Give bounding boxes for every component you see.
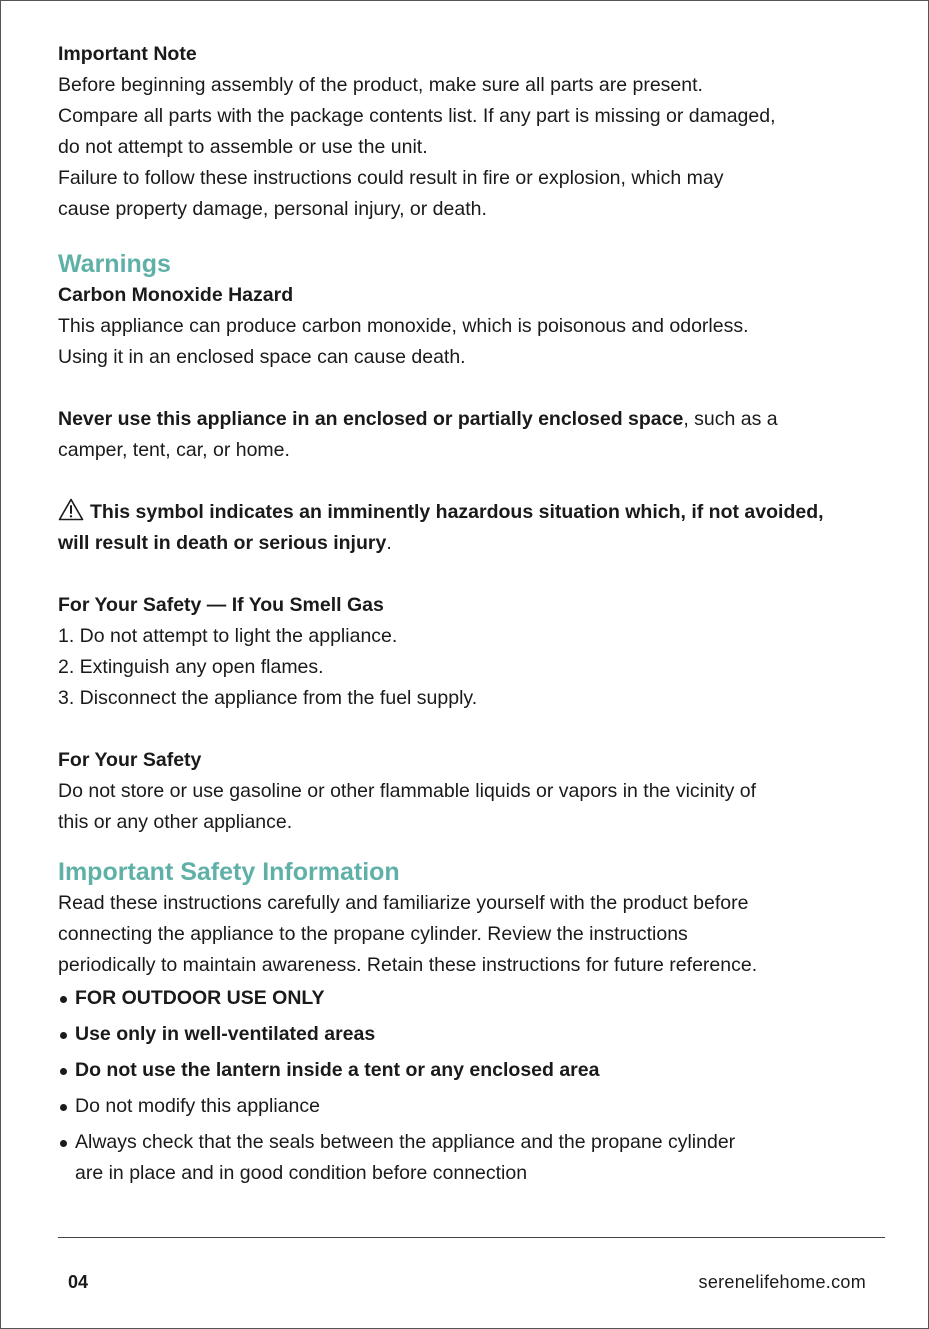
page-content [58, 39, 888, 1194]
smell-gas-step-2: 2. Extinguish any open flames. [58, 656, 324, 678]
symbol-statement: This symbol indicates an imminently hazardous situation which, if not avoided, [90, 501, 824, 523]
never-use-bold: Never use this appliance in an enclosed or partially enclosed space [58, 408, 684, 430]
bullet-dot [60, 1104, 67, 1111]
note-line-5: cause property damage, personal injury, or death. [58, 198, 487, 220]
safety-info-line-1: Read these instructions carefully and familiarize yourself with the product before [58, 892, 749, 914]
symbol-line-1 [58, 497, 888, 528]
symbol-line-2 [58, 528, 888, 559]
never-use-line-2: camper, tent, car, or home. [58, 439, 290, 461]
note-line-2: Compare all parts with the package contents list. If any part is missing or damaged, [58, 105, 776, 127]
symbol-period: . [386, 532, 392, 554]
safety-info-line-2: connecting the appliance to the propane cylinder. Review the instructions [58, 923, 688, 945]
important-note-title: Important Note [58, 43, 197, 65]
safety-info-heading: Important Safety Information [58, 858, 400, 886]
smell-gas-step-1: 1. Do not attempt to light the appliance. [58, 625, 398, 647]
bullet-text-line-2: are in place and in good condition before connection [75, 1162, 528, 1184]
never-use-line-1 [58, 404, 888, 435]
page-number: 04 [68, 1272, 89, 1292]
co-hazard-title: Carbon Monoxide Hazard [58, 284, 294, 306]
symbol-statement-end: will result in death or serious injury [58, 532, 387, 554]
note-line-1: Before beginning assembly of the product, make sure all parts are present. [58, 74, 703, 96]
bullet-dot [60, 1068, 67, 1075]
note-line-4: Failure to follow these instructions could result in fire or explosion, which may [58, 167, 724, 189]
for-your-safety-line-1: Do not store or use gasoline or other flammable liquids or vapors in the vicinity of [58, 780, 757, 802]
bullet-do-not-modify [58, 1091, 888, 1122]
for-your-safety-title: For Your Safety [58, 749, 202, 771]
co-hazard-line-1: This appliance can produce carbon monoxide, which is poisonous and odorless. [58, 315, 749, 337]
bullet-text: FOR OUTDOOR USE ONLY [75, 987, 325, 1009]
important-note-section [58, 39, 888, 225]
co-hazard-line-2: Using it in an enclosed space can cause death. [58, 346, 466, 368]
warnings-heading: Warnings [58, 250, 171, 278]
bullet-check-seals [58, 1127, 888, 1189]
bullet-dot [60, 1032, 67, 1039]
bullet-text: Use only in well-ventilated areas [75, 1023, 376, 1045]
bullet-outdoor-only [58, 983, 888, 1014]
safety-info-line-3: periodically to maintain awareness. Retain these instructions for future reference. [58, 954, 758, 976]
never-use-rest: , such as a [683, 408, 778, 430]
smell-gas-step-3: 3. Disconnect the appliance from the fuel supply. [58, 687, 478, 709]
warning-triangle-icon [58, 498, 84, 521]
bullet-dot [60, 1140, 67, 1147]
note-line-3: do not attempt to assemble or use the unit. [58, 136, 428, 158]
warnings-section [58, 248, 888, 838]
for-your-safety-line-2: this or any other appliance. [58, 811, 293, 833]
important-safety-info-section [58, 856, 888, 1189]
bullet-well-ventilated [58, 1019, 888, 1050]
bullet-no-tent [58, 1055, 888, 1086]
website-url: serenelifehome.com [698, 1272, 866, 1292]
footer-divider [58, 1237, 885, 1238]
bullet-text: Do not use the lantern inside a tent or any enclosed area [75, 1059, 600, 1081]
smell-gas-title: For Your Safety — If You Smell Gas [58, 594, 384, 616]
bullet-dot [60, 996, 67, 1003]
bullet-text-line-1: Always check that the seals between the appliance and the propane cylinder [75, 1131, 736, 1153]
bullet-text: Do not modify this appliance [75, 1095, 320, 1117]
